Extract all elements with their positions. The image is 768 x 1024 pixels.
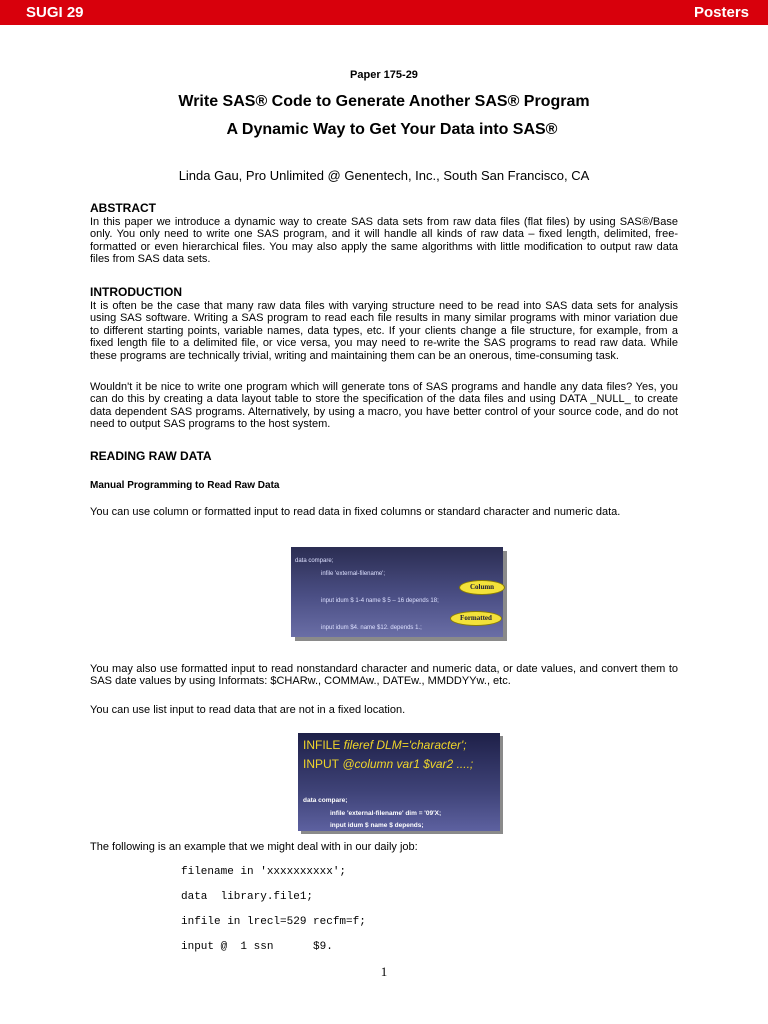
section-label: Posters — [693, 4, 749, 21]
code-line-3: infile in lrecl=529 recfm=f; — [181, 916, 366, 928]
figure2-line-3: data compare; — [303, 797, 348, 804]
figure1-line-1: data compare; — [295, 558, 334, 564]
column-formatted-input-figure — [291, 547, 503, 637]
code-line-1: filename in 'xxxxxxxxxx'; — [181, 866, 347, 878]
figure2-line-5: input idum $ name $ depends; — [330, 822, 424, 829]
figure1-line-2: infile 'external-filename'; — [321, 571, 385, 577]
figure1-line-3: input idum $ 1-4 name $ 5 – 16 depends 18; — [321, 598, 439, 604]
header-bar — [0, 0, 768, 25]
reading-subheading: Manual Programming to Read Raw Data — [90, 480, 280, 491]
list-input-figure — [298, 733, 500, 831]
formatted-callout: Formatted — [450, 611, 502, 626]
paper-number: Paper 175-29 — [350, 69, 418, 81]
title-line-2: A Dynamic Way to Get Your Data into SAS® — [226, 121, 558, 138]
conference-label: SUGI 29 — [26, 4, 84, 21]
figure2-line-4: infile 'external-filename' dim = '09'X; — [330, 810, 442, 817]
code-line-2: data library.file1; — [181, 891, 314, 903]
reading-heading: READING RAW DATA — [90, 449, 212, 463]
reading-paragraph-3: You can use list input to read data that are not in a fixed location. — [90, 704, 406, 716]
figure2-line-2: INPUT @column var1 $var2 ....; — [303, 757, 474, 771]
code-line-4: input @ 1 ssn $9. — [181, 941, 333, 953]
abstract-heading: ABSTRACT — [90, 201, 156, 215]
introduction-paragraph-2: Wouldn't it be nice to write one program which will generate tons of SAS programs and handle any data files? Yes, you can do this by creating a data layout table to store the specification of the data files and using DATA _NULL_ to create data dependent SAS programs. Alternatively, by using a macro, you have better control of your source code, and do not need to output SAS programs to the host system. — [90, 381, 678, 431]
figure2-line-1: INFILE fileref DLM='character'; — [303, 738, 467, 752]
abstract-text: In this paper we introduce a dynamic way to create SAS data sets from raw data files (flat files) by using SAS®/Base only. You only need to write one SAS program, and it will handle all kinds of raw data – fixed length, delimited, free-formatted or even hierarchical files. You may also apply the same algorithms with little modification to output raw data files from SAS data sets. — [90, 216, 678, 266]
introduction-heading: INTRODUCTION — [90, 285, 182, 299]
reading-paragraph-1: You can use column or formatted input to read data in fixed columns or standard character and numeric data. — [90, 506, 621, 518]
introduction-paragraph-1: It is often be the case that many raw data files with varying structure need to be read into SAS data sets for analysis using SAS software. Writing a SAS program to read each file results in many similar programs with minor variation due to different starting points, variable names, data types, etc. If your clients change a file structure, for example, from a fixed length file to a delimited file, or vice versa, you may need to re-write the SAS programs to read raw data. While these programs are technically trivial, writing and maintaining them can be an onerous, time-consuming task. — [90, 300, 678, 362]
column-callout: Column — [459, 580, 505, 595]
title-line-1: Write SAS® Code to Generate Another SAS® Program — [178, 93, 590, 110]
reading-paragraph-4: The following is an example that we might deal with in our daily job: — [90, 841, 418, 853]
page-number: 1 — [380, 964, 388, 979]
author-line: Linda Gau, Pro Unlimited @ Genentech, Inc., South San Francisco, CA — [178, 168, 590, 183]
figure1-line-4: input idum $4. name $12. depends 1.; — [321, 625, 422, 631]
reading-paragraph-2: You may also use formatted input to read nonstandard character and numeric data, or date values, and convert them to SAS date values by using Informats: $CHARw., COMMAw., DATEw., MMDDYYw., etc. — [90, 663, 678, 688]
